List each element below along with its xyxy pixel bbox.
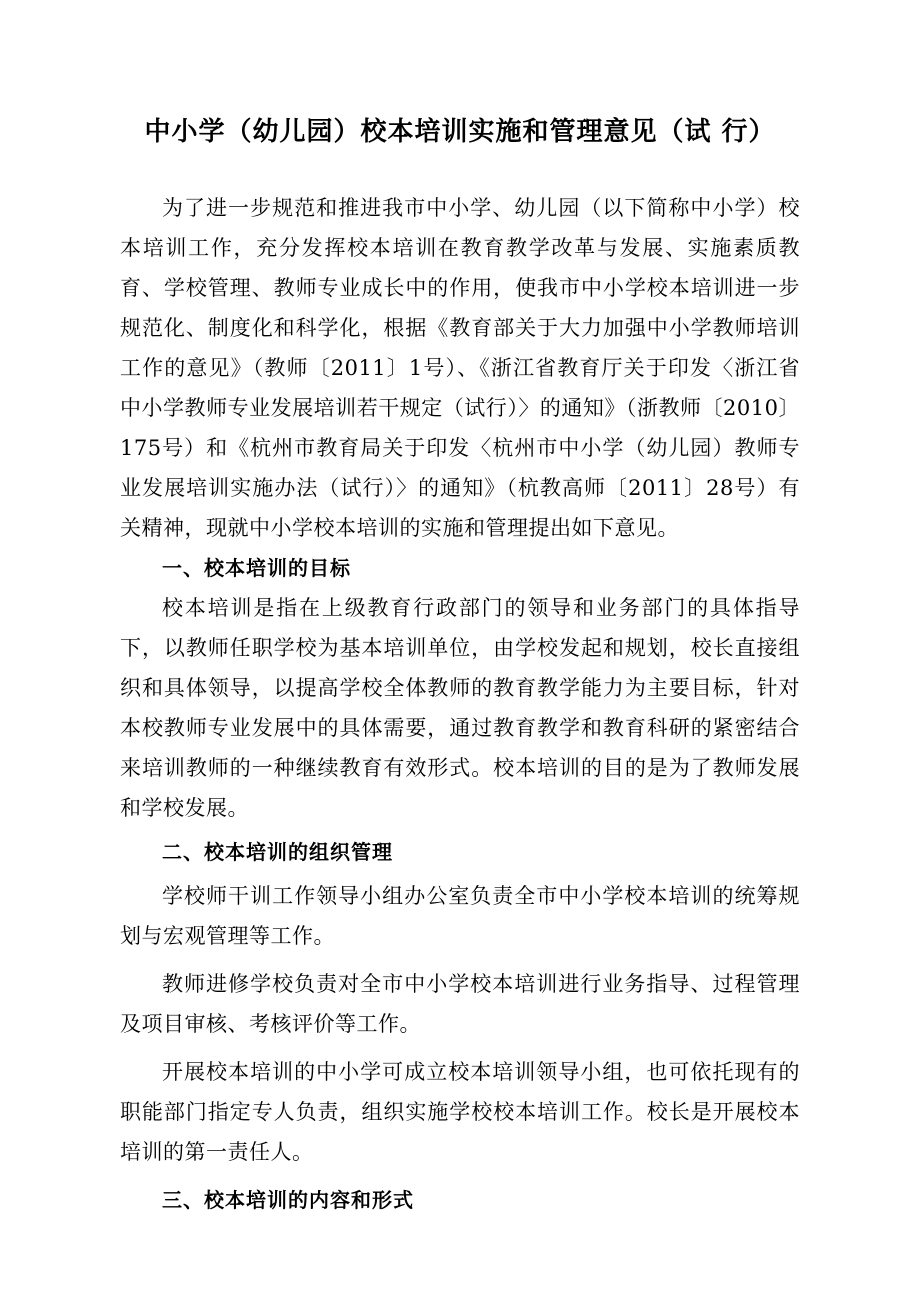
document-title: 中小学（幼儿园）校本培训实施和管理意见（试 行） xyxy=(144,117,776,147)
section-organization-paragraph-3: 开展校本培训的中小学可成立校本培训领导小组，也可依托现有的职能部门指定专人负责，组织实施学校校本培训工作。校长是开展校本培训的第一责任人。 xyxy=(120,1060,800,1164)
document-body xyxy=(120,188,800,1220)
section-organization-paragraph-2: 教师进修学校负责对全市中小学校本培训进行业务指导、过程管理及项目审核、考核评价等工作。 xyxy=(120,972,800,1036)
section-heading-content-forms: 三、校本培训的内容和形式 xyxy=(162,1188,414,1212)
section-heading-goals: 一、校本培训的目标 xyxy=(162,556,351,580)
section-goals-paragraph: 校本培训是指在上级教育行政部门的领导和业务部门的具体指导下，以教师任职学校为基本培训单位，由学校发起和规划，校长直接组织和具体领导，以提高学校全体教师的教育教学能力为主要目标，针对本校教师专业发展中的具体需要，通过教育教学和教育科研的紧密结合来培训教师的一种继续教育有效形式。校本培训的目的是为了教师发展和学校发展。 xyxy=(120,596,800,820)
intro-paragraph: 为了进一步规范和推进我市中小学、幼儿园（以下简称中小学）校本培训工作，充分发挥校本培训在教育教学改革与发展、实施素质教育、学校管理、教师专业成长中的作用，使我市中小学校本培训进一步规范化、制度化和科学化，根据《教育部关于大力加强中小学教师培训工作的意见》（教师〔2011〕1号）、《浙江省教育厅关于印发〈浙江省中小学教师专业发展培训若干规定（试行）〉的通知》（浙教师〔2010〕175号）和《杭州市教育局关于印发〈杭州市中小学（幼儿园）教师专业发展培训实施办法（试行）〉的通知》（杭教高师〔2011〕28号）有关精神，现就中小学校本培训的实施和管理提出如下意见。 xyxy=(120,196,800,540)
section-heading-organization: 二、校本培训的组织管理 xyxy=(162,840,393,864)
section-organization-paragraph-1: 学校师干训工作领导小组办公室负责全市中小学校本培训的统筹规划与宏观管理等工作。 xyxy=(120,884,800,948)
